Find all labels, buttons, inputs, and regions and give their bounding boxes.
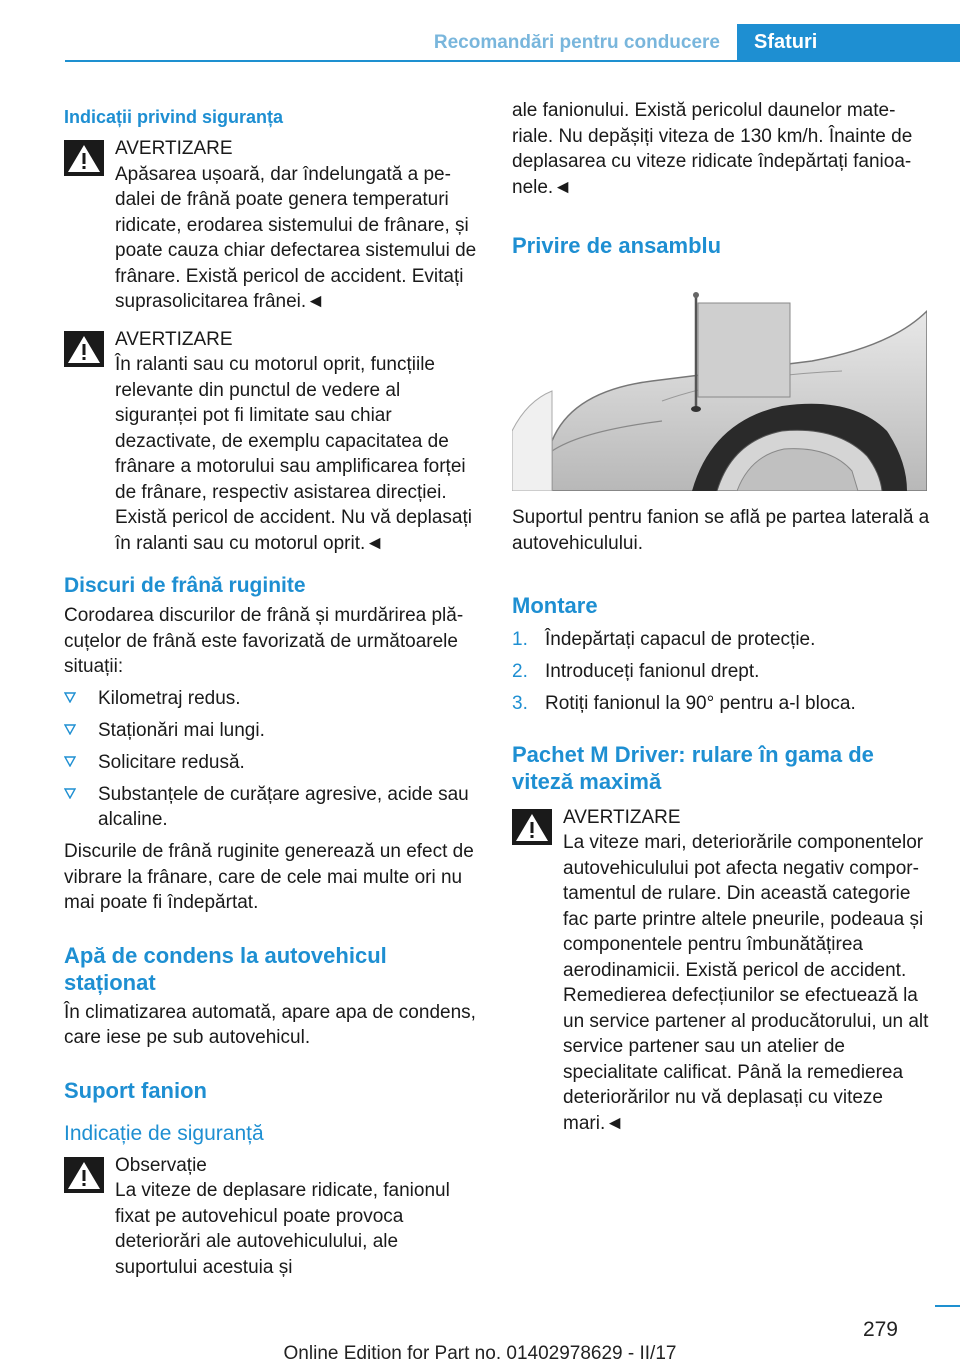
rust-outro-text: Discurile de frână ruginite generează un efect de vibrare la frânare, care de cele mai multe ori nu mai poate fi îndepărtat. [64, 841, 474, 913]
header-section-title: Recomandări pentru conducere [433, 32, 720, 53]
heading-flag-holder: Suport fanion [64, 1077, 207, 1103]
mounting-steps-list [512, 627, 930, 717]
rust-causes-list [64, 686, 477, 833]
heading-safety-notes: Indicații privind siguranța [64, 107, 284, 127]
heading-flag-safety-note: Indicație de siguranță [64, 1121, 264, 1145]
warning-text: La viteze mari, deteriorările componentelor autovehiculului pot afecta negativ comportamentul de rulare. Din această categorie fac parte printre altele pneurile, podeaua și componentele pentru îmbunătățirea aerodinamicii. Există pericol de accident. Remedierea defecțiunilor se efectuează la un service partener al producătorului, un alt service partener sau un atelier de specialitate calificat. Până la remedierea deteriorărilor nu vă deplasați cu viteze mari.◄ [563, 832, 929, 1134]
note-title: Observație [115, 1154, 207, 1176]
triangle-bullet-icon [64, 691, 76, 703]
warning-triangle-icon [64, 1157, 104, 1193]
triangle-bullet-icon [64, 723, 76, 735]
list-item: Substanțele de curățare agresive, acide sau alcaline. [64, 782, 477, 833]
warning-title: AVERTIZARE [115, 328, 233, 350]
warning-title: AVERTIZARE [115, 138, 233, 159]
warning-text: Apăsarea ușoară, dar îndelungată a pedalei de frână poate genera temperaturi ridicate, erodarea sistemului de frânare, și poate cauza chiar defectarea sistemului de frânare. Există pericol de accident. Evitați suprasolicitarea frânei.◄ [115, 163, 477, 312]
condensation-text: În climatizarea automată, apare apa de condens, care iese pe sub autovehicul. [64, 1001, 476, 1048]
right-column [512, 98, 930, 1148]
page-header [65, 24, 960, 62]
car-fender-flag-image [512, 281, 927, 491]
list-item: 1. Îndepărtați capacul de protecție. [512, 629, 816, 650]
figure-caption: Suportul pentru fanion se află pe partea laterală a autovehiculului. [512, 507, 930, 554]
page-number: 279 [862, 1318, 898, 1341]
warning-block-brake-overload [64, 136, 477, 315]
left-column [64, 100, 477, 1292]
list-item: Kilometraj redus. [64, 686, 477, 712]
heading-m-driver-package: Pachet M Driver: rulare în gama de viteză maximă [512, 741, 874, 794]
list-item: 2. Introduceți fanionul drept. [512, 661, 760, 682]
triangle-bullet-icon [64, 787, 76, 799]
heading-mounting: Montare [512, 593, 598, 618]
heading-condensation: Apă de condens la autovehicul staționat [64, 942, 387, 995]
list-item: Staționări mai lungi. [64, 718, 477, 744]
heading-rusty-brake-discs: Discuri de frână ruginite [64, 574, 306, 597]
flag-note-continuation: ale fanionului. Există pericolul daunelor materiale. Nu depășiți viteza de 130 km/h. Înainte de deplasarea cu viteze ridicate îndepărtați fanioanele.◄ [512, 100, 913, 198]
footer-edition: Online Edition for Part no. 01402978629 - II/17 [283, 1343, 677, 1362]
triangle-bullet-icon [64, 755, 76, 767]
list-item: Solicitare redusă. [64, 750, 477, 776]
note-text: La viteze de deplasare ridicate, fanionul fixat pe autovehicul poate provoca deteriorări ale autovehiculului, ale suportului acestuia și [115, 1180, 450, 1278]
list-item: 3. Rotiți fanionul la 90° pentru a-l bloca. [512, 693, 856, 714]
note-block-flag-speed [64, 1153, 477, 1281]
warning-text: În ralanti sau cu motorul oprit, funcțiile relevante din punctul de vedere al siguranței pot fi limitate sau chiar dezactivate, de exemplu capacitatea de frânare a motorului sau amplificarea forței de frânare, respectiv asistarea direcției. Există pericol de accident. Nu vă deplasați în ralanti sau cu motorul oprit.◄ [115, 354, 472, 554]
footer-rule [935, 1305, 960, 1307]
warning-triangle-icon [512, 809, 552, 845]
warning-title: AVERTIZARE [563, 806, 681, 828]
warning-block-high-speed [512, 805, 930, 1137]
warning-block-idle-engine [64, 327, 477, 557]
header-chapter-tab: Sfaturi [737, 24, 960, 60]
warning-triangle-icon [64, 331, 104, 367]
flag-holder-illustration [512, 281, 927, 491]
heading-overview: Privire de ansamblu [512, 233, 722, 258]
rust-intro-text: Corodarea discurilor de frână și murdărirea plăcuțelor de frână este favorizată de următoarele situații: [64, 605, 464, 677]
warning-triangle-icon [64, 140, 104, 176]
